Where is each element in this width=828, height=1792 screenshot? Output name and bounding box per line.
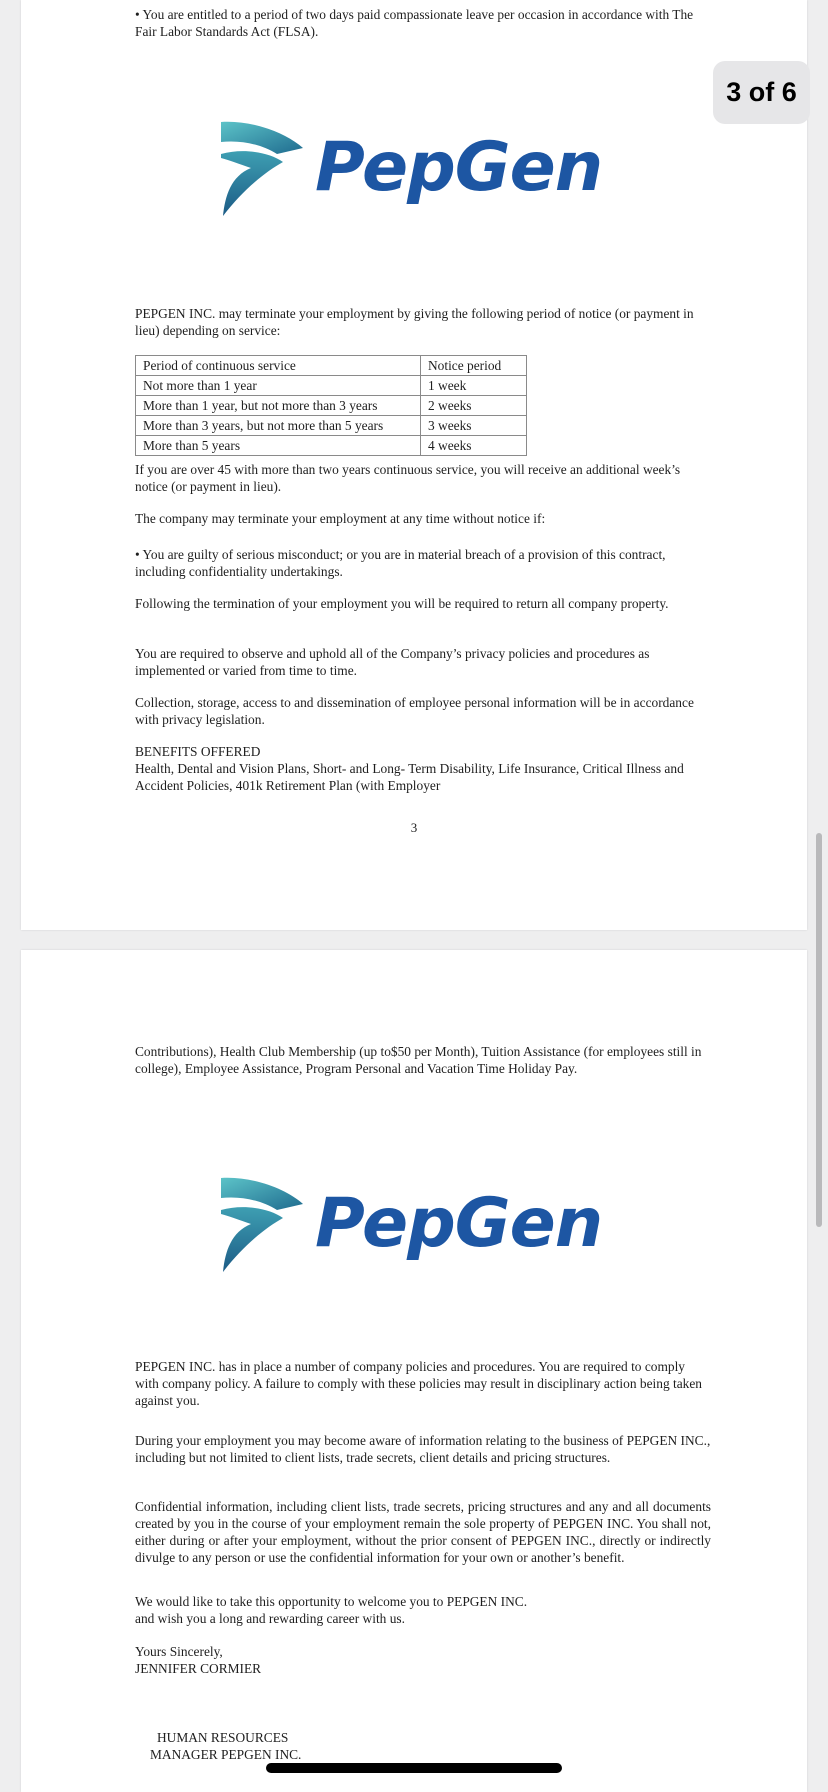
- termination-intro: PEPGEN INC. may terminate your employment by giving the following period of notice (or payment in lieu) depending on service:: [135, 306, 694, 338]
- document-page-3: [21, 0, 807, 930]
- privacy-policies: You are required to observe and uphold all of the Company’s privacy policies and procedures as implemented or varied from time to time.: [135, 646, 650, 678]
- benefits-continued: Contributions), Health Club Membership (up to$50 per Month), Tuition Assistance (for employees still in college), Employee Assistance, Program Personal and Vacation Time Holiday Pay.: [135, 1044, 702, 1076]
- business-information: During your employment you may become aware of information relating to the business of PEPGEN INC., including but not limited to client lists, trade secrets, client details and pricing structures.: [135, 1433, 711, 1465]
- over-45-notice: If you are over 45 with more than two years continuous service, you will receive an additional week’s notice (or payment in lieu).: [135, 462, 681, 494]
- privacy-legislation: Collection, storage, access to and dissemination of employee personal information will be in accordance with privacy legislation.: [135, 695, 694, 727]
- return-property: Following the termination of your employment you will be required to return all company property.: [135, 596, 669, 611]
- table-cell: More than 5 years: [136, 436, 421, 456]
- compassionate-leave-bullet: • You are entitled to a period of two days paid compassionate leave per occasion in accordance with The Fair Labor Standards Act (FLSA).: [135, 7, 694, 39]
- notice-period-table: [135, 355, 527, 456]
- signer-name: JENNIFER CORMIER: [135, 1661, 262, 1676]
- table-row: [136, 376, 527, 396]
- pepgen-logo-mark-icon: [221, 1174, 305, 1274]
- benefits-heading: BENEFITS OFFERED: [135, 744, 261, 759]
- without-notice-intro: The company may terminate your employment at any time without notice if:: [135, 511, 546, 526]
- home-indicator[interactable]: [266, 1763, 562, 1773]
- closing: Yours Sincerely,: [135, 1644, 223, 1659]
- scrollbar[interactable]: [816, 833, 822, 1227]
- confidential-information: Confidential information, including client lists, trade secrets, pricing structures and any and all documents created by you in the course of your employment remain the sole property of PEPGEN INC. You shall not, either during or after your employment, without the prior consent of PEPGEN INC., directly or indirectly divulge to any person or use the confidential information for your own or another’s benefit.: [135, 1499, 711, 1565]
- table-row: [136, 436, 527, 456]
- table-cell: More than 1 year, but not more than 3 years: [136, 396, 421, 416]
- pepgen-logo-mark-icon: [221, 118, 305, 218]
- benefits-text: Health, Dental and Vision Plans, Short- and Long- Term Disability, Life Insurance, Critical Illness and Accident Policies, 401k Retirement Plan (with Employer: [135, 761, 684, 793]
- table-row: [136, 416, 527, 436]
- table-header: Notice period: [421, 356, 527, 376]
- document-page-4: [21, 950, 807, 1792]
- signer-title-line-1: HUMAN RESOURCES: [157, 1730, 289, 1745]
- signer-title-line-2: MANAGER PEPGEN INC.: [150, 1747, 302, 1762]
- welcome-line-1: We would like to take this opportunity to welcome you to PEPGEN INC.: [135, 1594, 528, 1609]
- company-policies: PEPGEN INC. has in place a number of company policies and procedures. You are required to comply with company policy. A failure to comply with these policies may result in disciplinary action being taken against you.: [135, 1359, 702, 1408]
- table-cell: 1 week: [421, 376, 527, 396]
- misconduct-bullet: • You are guilty of serious misconduct; or you are in material breach of a provision of this contract, including confidentiality undertakings.: [135, 547, 666, 579]
- pepgen-logo: [221, 1174, 681, 1274]
- table-cell: 4 weeks: [421, 436, 527, 456]
- table-cell: 3 weeks: [421, 416, 527, 436]
- table-header: Period of continuous service: [136, 356, 421, 376]
- page-number: 3: [410, 820, 418, 835]
- table-cell: More than 3 years, but not more than 5 years: [136, 416, 421, 436]
- page-indicator: 3 of 6: [713, 61, 810, 124]
- table-cell: Not more than 1 year: [136, 376, 421, 396]
- table-row: [136, 396, 527, 416]
- pepgen-logo-wordmark: PepGen: [315, 128, 603, 207]
- table-row: [136, 356, 527, 376]
- welcome-line-2: and wish you a long and rewarding career with us.: [135, 1611, 405, 1626]
- pepgen-logo: [221, 118, 681, 218]
- pepgen-logo-wordmark: PepGen: [315, 1184, 603, 1263]
- table-cell: 2 weeks: [421, 396, 527, 416]
